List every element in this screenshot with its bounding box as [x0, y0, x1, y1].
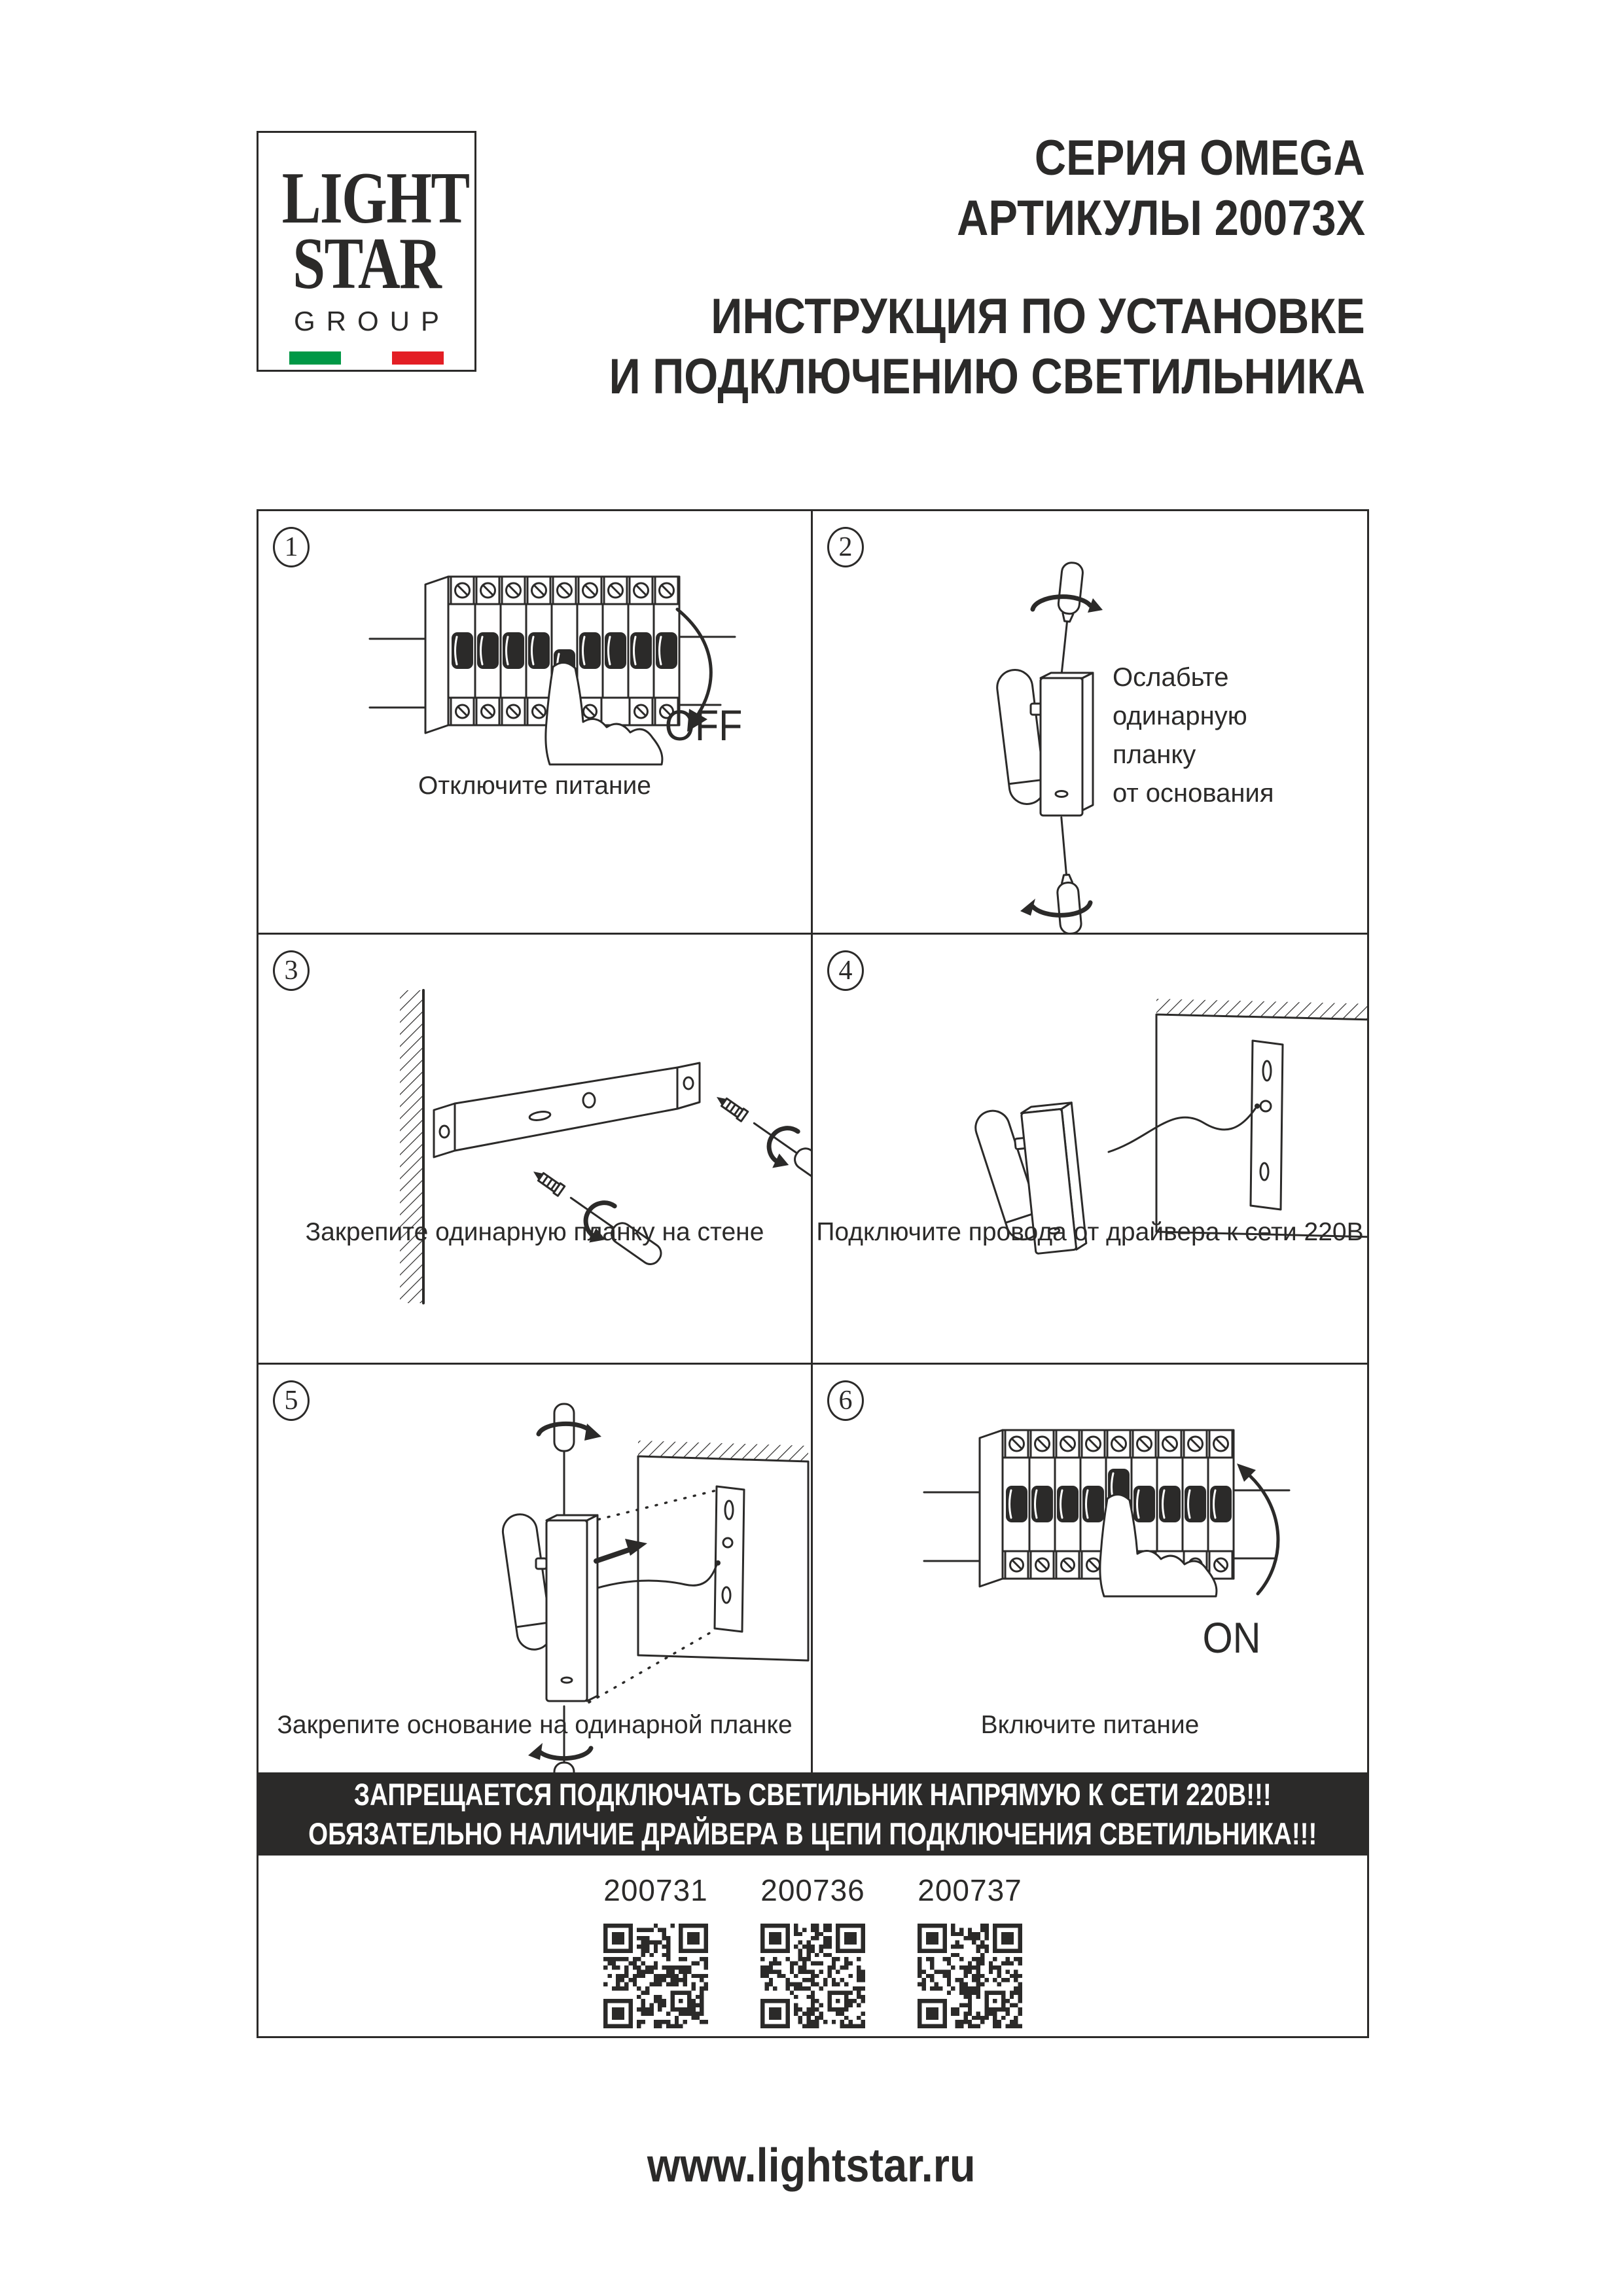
flag-red-segment: [392, 351, 444, 365]
qr-code: [603, 1924, 708, 2028]
step1-illustration-power-off: [259, 511, 813, 935]
off-label: OFF: [664, 702, 743, 750]
step-number-badge: 1: [273, 527, 310, 567]
flag-white-segment: [341, 351, 393, 365]
wall-lamp: [501, 1512, 597, 1701]
warning-banner: [259, 1772, 1367, 1856]
step4-illustration-connect-wires: [813, 935, 1367, 1365]
article-block: [603, 1873, 709, 2036]
step-caption: Ослабьте одинарную планку от основания: [1113, 663, 1274, 808]
step-caption: Закрепите одинарную планку на стене: [305, 1218, 764, 1246]
article-block: [917, 1873, 1023, 2036]
flag-green-segment: [289, 351, 341, 365]
step-cell-4: [813, 935, 1367, 1365]
wall-lamp: [995, 668, 1093, 816]
step-cell-2: [813, 511, 1367, 935]
instruction-grid: [257, 509, 1369, 2038]
mounting-plate: [1251, 1041, 1283, 1210]
instruction-title-line1: ИНСТРУКЦИЯ ПО УСТАНОВКЕ: [711, 289, 1365, 344]
header-titles: [506, 128, 1365, 407]
screw-and-screwdriver-upper: [702, 1082, 813, 1206]
step-number-badge: 2: [827, 527, 864, 567]
series-title: СЕРИЯ OMEGA: [1035, 130, 1365, 186]
step-cell-6: [813, 1365, 1367, 1772]
step-number-badge: 3: [273, 950, 310, 991]
step-caption: Подключите провода от драйвера к сети 220В: [816, 1218, 1364, 1246]
logo-word-group: GROUP: [293, 306, 450, 336]
qr-code: [760, 1924, 865, 2028]
lightstar-logo: [257, 131, 476, 372]
step-caption: Включите питание: [980, 1711, 1200, 1739]
warning-line-2: ОБЯЗАТЕЛЬНО НАЛИЧИЕ ДРАЙВЕРА В ЦЕПИ ПОДКЛЮЧЕНИЯ СВЕТИЛЬНИКА!!!: [308, 1816, 1317, 1851]
website-url: www.lightstar.ru: [647, 2140, 976, 2192]
warning-line-1: ЗАПРЕЩАЕТСЯ ПОДКЛЮЧАТЬ СВЕТИЛЬНИК НАПРЯМУЮ К СЕТИ 220В!!!: [354, 1776, 1272, 1812]
article-block: [760, 1873, 866, 2036]
wall-surface: [400, 990, 423, 1303]
mounting-plate: [715, 1486, 744, 1632]
italian-flag-bar: [289, 351, 444, 365]
rotation-arrow-top: [1033, 597, 1103, 613]
article-number: 200736: [760, 1873, 865, 1907]
step3-illustration-fix-plate: [259, 935, 813, 1365]
mounting-plate: [434, 1063, 700, 1157]
on-label: ON: [1202, 1614, 1261, 1662]
step-cell-1: [259, 511, 813, 935]
logo-word-star: STAR: [293, 223, 440, 304]
article-qr-section: [259, 1856, 1367, 2036]
step2-illustration-loosen-plate: [813, 511, 1367, 935]
step-caption: Отключите питание: [418, 772, 651, 800]
screwdriver-top: [539, 1404, 601, 1514]
step-cell-5: [259, 1365, 813, 1772]
qr-code: [918, 1924, 1022, 2028]
step-number-badge: 5: [273, 1380, 310, 1421]
article-number: 200737: [918, 1873, 1022, 1907]
article-number: 200731: [603, 1873, 708, 1907]
step-caption: Закрепите основание на одинарной планке: [277, 1711, 793, 1739]
articles-title: АРТИКУЛЫ 20073X: [956, 190, 1365, 246]
step-cell-3: [259, 935, 813, 1365]
step-number-badge: 4: [827, 950, 864, 991]
instruction-title-line2: И ПОДКЛЮЧЕНИЮ СВЕТИЛЬНИКА: [609, 349, 1365, 404]
screwdriver-top: [1052, 562, 1084, 673]
arrow-up-icon: [1237, 1463, 1278, 1594]
step-number-badge: 6: [827, 1380, 864, 1421]
logo-word-light: LIGHT: [281, 158, 469, 239]
